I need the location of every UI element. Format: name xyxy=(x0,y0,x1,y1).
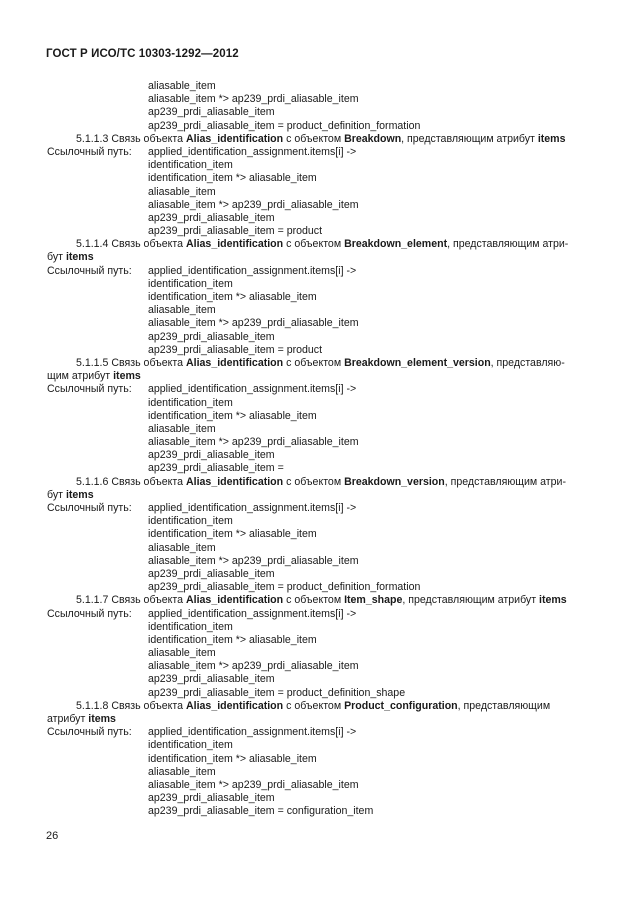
heading-text: с объектом xyxy=(283,132,345,145)
reference-path-text: applied_identification_assignment.items[i] -> xyxy=(148,264,357,277)
section-heading-continuation xyxy=(0,713,630,726)
heading-text: , представляющим xyxy=(457,699,551,712)
reference-path-label: Ссылочный путь: xyxy=(47,607,132,620)
reference-path-line xyxy=(0,805,630,818)
reference-path-line xyxy=(0,766,630,779)
reference-path-line xyxy=(0,278,630,291)
heading-text: 5.1.1.4 Связь объекта xyxy=(76,238,186,251)
reference-path-text: ap239_prdi_aliasable_item = product_definition_formation xyxy=(148,581,421,594)
reference-path-line xyxy=(0,568,630,581)
reference-path-line xyxy=(0,172,630,185)
reference-path-text: ap239_prdi_aliasable_item xyxy=(148,792,275,805)
reference-path-line xyxy=(0,410,630,423)
reference-path-text: aliasable_item *> ap239_prdi_aliasable_item xyxy=(148,93,359,106)
page-number: 26 xyxy=(46,830,59,842)
heading-text: 5.1.1.5 Связь объекта xyxy=(76,356,186,369)
heading-text: , представляющим атри- xyxy=(444,475,566,488)
reference-path-text: identification_item xyxy=(148,515,233,528)
entity-name: Alias_identification xyxy=(186,699,284,712)
reference-path-line xyxy=(0,423,630,436)
reference-path-text: identification_item xyxy=(148,620,233,633)
reference-path-line xyxy=(0,753,630,766)
reference-path-line xyxy=(0,621,630,634)
reference-path-text: identification_item *> aliasable_item xyxy=(148,409,317,422)
reference-path-line xyxy=(0,555,630,568)
heading-text: с объектом xyxy=(283,475,345,488)
reference-path-line xyxy=(0,383,630,396)
entity-name: Alias_identification xyxy=(186,356,284,369)
reference-path-text: identification_item *> aliasable_item xyxy=(148,633,317,646)
heading-text: атрибут xyxy=(47,713,89,725)
reference-path-line xyxy=(0,462,630,475)
document-header: ГОСТ Р ИСО/ТС 10303-1292—2012 xyxy=(46,48,239,60)
reference-path-text: identification_item xyxy=(148,396,233,409)
entity-name: items xyxy=(113,370,141,383)
entity-name: items xyxy=(539,594,567,607)
reference-path-line xyxy=(0,186,630,199)
reference-path-line xyxy=(0,397,630,410)
reference-path-line xyxy=(0,146,630,159)
entity-name: Breakdown_element_version xyxy=(344,356,491,369)
reference-path-line xyxy=(0,106,630,119)
reference-path-text: aliasable_item xyxy=(148,185,216,198)
reference-path-text: aliasable_item xyxy=(148,80,216,92)
entity-name: items xyxy=(65,251,94,264)
section-heading xyxy=(0,476,630,489)
reference-path-text: ap239_prdi_aliasable_item = product_definition_shape xyxy=(148,686,406,699)
reference-path-text: identification_item xyxy=(148,159,233,172)
heading-text: , представляю- xyxy=(490,356,565,369)
entity-name: Breakdown_version xyxy=(344,475,445,488)
reference-path-line xyxy=(0,647,630,660)
reference-path-line xyxy=(0,792,630,805)
entity-name: Breakdown xyxy=(344,132,402,145)
reference-path-line xyxy=(0,673,630,686)
reference-path-line xyxy=(0,634,630,647)
reference-path-text: applied_identification_assignment.items[i] -> xyxy=(148,726,357,739)
reference-path-line xyxy=(0,93,630,106)
reference-path-text: applied_identification_assignment.items[i] -> xyxy=(148,383,357,396)
reference-path-text: ap239_prdi_aliasable_item xyxy=(148,567,275,580)
heading-text: с объектом xyxy=(283,238,345,251)
heading-text: с объектом xyxy=(283,594,345,607)
reference-path-text: ap239_prdi_aliasable_item xyxy=(148,330,275,343)
reference-path-text: aliasable_item xyxy=(148,304,216,317)
reference-path-line xyxy=(0,265,630,278)
reference-path-line xyxy=(0,528,630,541)
heading-text: с объектом xyxy=(283,356,345,369)
reference-path-text: applied_identification_assignment.items[i] -> xyxy=(148,145,357,158)
reference-path-text: aliasable_item *> ap239_prdi_aliasable_item xyxy=(148,554,359,567)
reference-path-text: aliasable_item xyxy=(148,647,216,660)
heading-text: 5.1.1.7 Связь объекта xyxy=(76,594,186,607)
reference-path-text: identification_item xyxy=(148,739,233,752)
reference-path-text: ap239_prdi_aliasable_item = product_definition_formation xyxy=(148,119,421,132)
entity-name: Alias_identification xyxy=(186,132,284,145)
reference-path-label: Ссылочный путь: xyxy=(47,383,132,396)
reference-path-text: ap239_prdi_aliasable_item = product xyxy=(148,225,323,238)
reference-path-line xyxy=(0,199,630,212)
reference-path-text: identification_item *> aliasable_item xyxy=(148,752,317,765)
reference-path-text: aliasable_item *> ap239_prdi_aliasable_item xyxy=(148,317,359,330)
reference-path-text: aliasable_item xyxy=(148,541,216,554)
entity-name: Alias_identification xyxy=(186,475,284,488)
reference-path-line xyxy=(0,344,630,357)
reference-path-text: aliasable_item *> ap239_prdi_aliasable_item xyxy=(148,660,359,673)
reference-path-text: aliasable_item *> ap239_prdi_aliasable_item xyxy=(148,778,359,791)
reference-path-text: ap239_prdi_aliasable_item xyxy=(148,106,275,119)
entity-name: items xyxy=(65,488,94,501)
heading-text: с объектом xyxy=(283,699,345,712)
reference-path-text: ap239_prdi_aliasable_item xyxy=(148,449,275,462)
reference-path-text: identification_item *> aliasable_item xyxy=(148,528,317,541)
section-heading xyxy=(0,133,630,146)
reference-path-text: ap239_prdi_aliasable_item = xyxy=(148,462,284,475)
section-heading-continuation xyxy=(0,370,630,383)
reference-path-line xyxy=(0,80,630,93)
reference-path-line xyxy=(0,331,630,344)
section-heading xyxy=(0,238,630,251)
reference-path-text: identification_item *> aliasable_item xyxy=(148,291,317,303)
entity-name: Item_shape xyxy=(344,594,403,607)
reference-path-text: aliasable_item *> ap239_prdi_aliasable_item xyxy=(148,198,359,211)
reference-path-line xyxy=(0,436,630,449)
entity-name: Alias_identification xyxy=(186,238,284,251)
reference-path-label: Ссылочный путь: xyxy=(47,502,132,514)
reference-path-text: ap239_prdi_aliasable_item xyxy=(148,211,275,224)
heading-text: бут xyxy=(47,488,66,501)
reference-path-line xyxy=(0,159,630,172)
section-heading-continuation xyxy=(0,251,630,264)
reference-path-line xyxy=(0,212,630,225)
reference-path-text: identification_item *> aliasable_item xyxy=(148,172,317,185)
section-heading xyxy=(0,357,630,370)
heading-text: бут xyxy=(47,251,66,264)
reference-path-label: Ссылочный путь: xyxy=(47,264,132,277)
reference-path-line xyxy=(0,449,630,462)
reference-path-label: Ссылочный путь: xyxy=(47,145,132,158)
reference-path-line xyxy=(0,225,630,238)
heading-text: 5.1.1.3 Связь объекта xyxy=(76,132,186,145)
heading-text: , представляющим атри- xyxy=(447,238,569,251)
reference-path-line xyxy=(0,687,630,700)
reference-path-text: aliasable_item *> ap239_prdi_aliasable_item xyxy=(148,436,359,449)
heading-text: , представляющим атрибут xyxy=(402,594,539,607)
entity-name: items xyxy=(537,132,566,145)
heading-text: щим атрибут xyxy=(47,370,114,383)
document-body xyxy=(0,80,630,819)
reference-path-line xyxy=(0,502,630,515)
section-heading xyxy=(0,594,630,607)
section-heading xyxy=(0,700,630,713)
reference-path-line xyxy=(0,120,630,133)
reference-path-line xyxy=(0,739,630,752)
reference-path-text: ap239_prdi_aliasable_item = product xyxy=(148,343,323,356)
entity-name: items xyxy=(88,713,116,725)
reference-path-line xyxy=(0,542,630,555)
reference-path-text: applied_identification_assignment.items[i] -> xyxy=(148,502,357,514)
reference-path-line xyxy=(0,608,630,621)
section-heading-continuation xyxy=(0,489,630,502)
reference-path-text: aliasable_item xyxy=(148,765,216,778)
reference-path-line xyxy=(0,726,630,739)
reference-path-text: ap239_prdi_aliasable_item xyxy=(148,673,275,686)
reference-path-line xyxy=(0,515,630,528)
entity-name: Product_configuration xyxy=(344,699,458,712)
reference-path-line xyxy=(0,291,630,304)
reference-path-label: Ссылочный путь: xyxy=(47,726,132,739)
reference-path-line xyxy=(0,581,630,594)
reference-path-line xyxy=(0,317,630,330)
reference-path-text: ap239_prdi_aliasable_item = configuration_item xyxy=(148,805,374,818)
heading-text: 5.1.1.8 Связь объекта xyxy=(76,699,186,712)
reference-path-text: applied_identification_assignment.items[i] -> xyxy=(148,607,357,620)
entity-name: Alias_identification xyxy=(186,594,284,607)
reference-path-text: aliasable_item xyxy=(148,422,216,435)
heading-text: 5.1.1.6 Связь объекта xyxy=(76,475,186,488)
heading-text: , представляющим атрибут xyxy=(401,132,538,145)
reference-path-line xyxy=(0,304,630,317)
reference-path-text: identification_item xyxy=(148,277,233,290)
entity-name: Breakdown_element xyxy=(344,238,448,251)
reference-path-line xyxy=(0,779,630,792)
reference-path-line xyxy=(0,660,630,673)
